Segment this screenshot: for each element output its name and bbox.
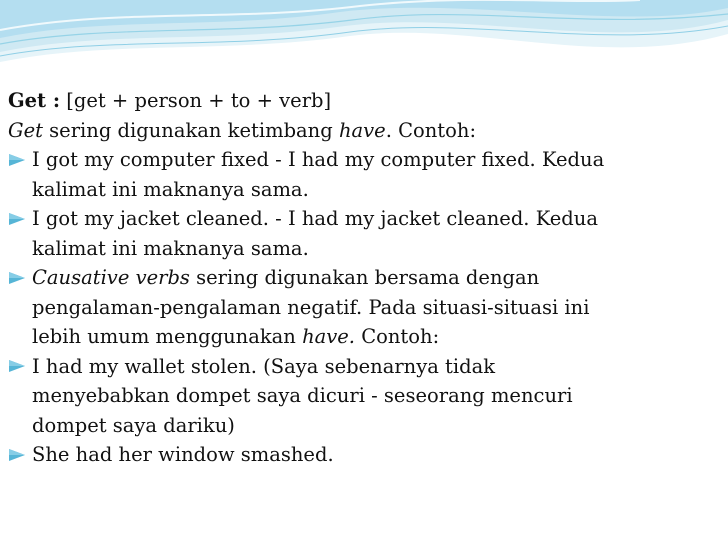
bullet-item-5 — [8, 440, 720, 470]
bullet-3-have: have. — [302, 325, 356, 348]
triangle-bullet-icon — [8, 204, 28, 234]
bullet-2-line-2: kalimat ini maknanya sama. — [32, 236, 309, 260]
intro-line — [8, 116, 720, 146]
intro-text-1: sering digunakan ketimbang — [42, 118, 339, 142]
bullet-3-line-2: pengalaman-pengalaman negatif. Pada situasi-situasi ini — [32, 295, 590, 319]
bullet-3-line-3 — [32, 322, 720, 352]
heading-formula: [get + person + to + verb] — [60, 89, 332, 112]
bullet-4-line-1: I had my wallet stolen. (Saya sebenarnya tidak — [32, 354, 496, 378]
bullet-item-4 — [8, 352, 720, 441]
bullet-item-2 — [8, 204, 720, 263]
bullet-3-line-1 — [32, 263, 720, 293]
causative-verbs-term: Causative verbs — [32, 266, 190, 289]
bullet-1-line-2: kalimat ini maknanya sama. — [32, 177, 309, 201]
bullet-item-1 — [8, 145, 720, 204]
triangle-bullet-icon — [8, 440, 28, 470]
bullet-item-3 — [8, 263, 720, 352]
bullet-3-line-3-post: Contoh: — [355, 325, 440, 348]
intro-word-have: have — [338, 118, 386, 142]
bullet-2-line-1: I got my jacket cleaned. - I had my jacket cleaned. Kedua — [32, 207, 598, 230]
bullet-4-line-2: menyebabkan dompet saya dicuri - seseorang mencuri — [32, 384, 573, 407]
triangle-bullet-icon — [8, 263, 28, 293]
triangle-bullet-icon — [8, 352, 28, 382]
bullet-3-line-3-pre: lebih umum menggunakan — [32, 325, 303, 348]
slide-body — [8, 86, 720, 470]
intro-word-get: Get — [8, 118, 43, 142]
header-wave-icon — [0, 0, 728, 80]
heading-line — [8, 86, 720, 116]
bullet-5-line-1: She had her window smashed. — [32, 443, 334, 466]
intro-text-2: . Contoh: — [385, 118, 477, 142]
heading-label: Get : — [8, 89, 61, 112]
bullet-4-line-3: dompet saya dariku) — [32, 413, 235, 437]
bullet-3-line-1-rest: sering digunakan bersama dengan — [189, 266, 540, 289]
triangle-bullet-icon — [8, 145, 28, 175]
bullet-1-line-1: I got my computer fixed - I had my computer fixed. Kedua — [32, 148, 605, 171]
